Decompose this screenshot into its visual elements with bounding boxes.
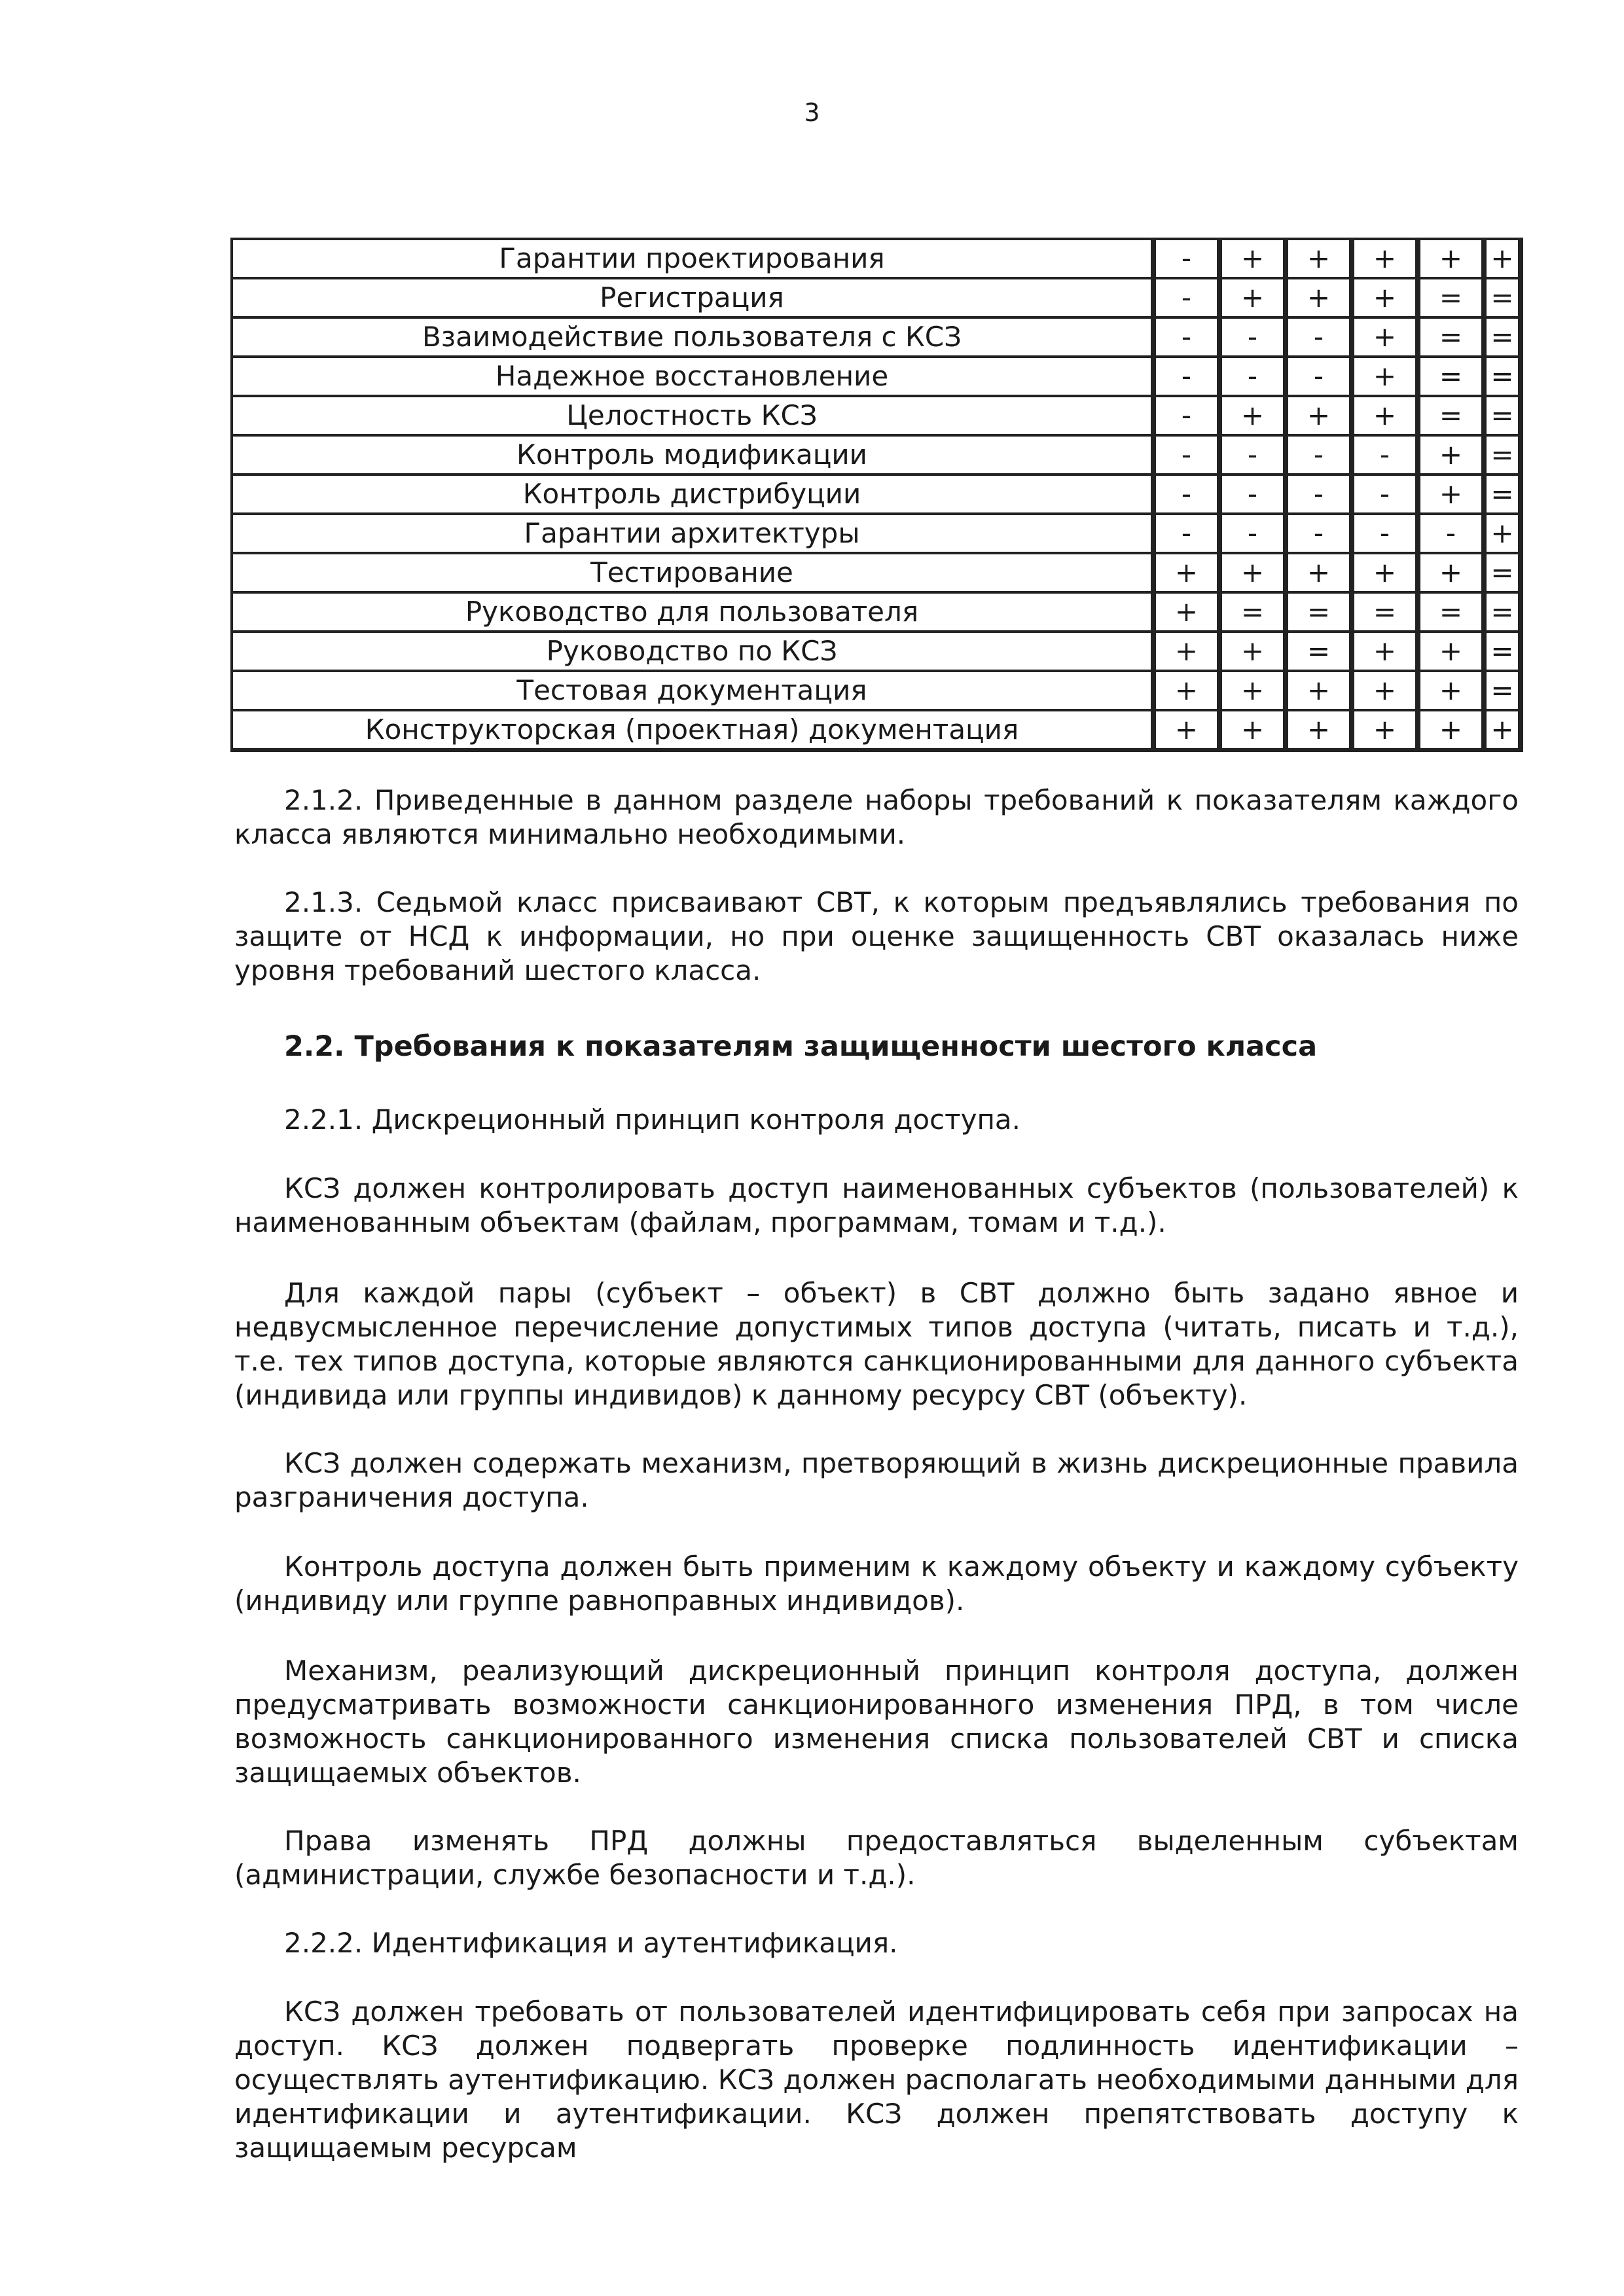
table-row [232, 396, 1521, 435]
requirement-name-cell: Регистрация [232, 278, 1153, 317]
class-value-cell: - [1286, 357, 1352, 396]
page-number: 3 [804, 98, 820, 127]
requirement-name-cell: Взаимодействие пользователя с КСЗ [232, 317, 1153, 357]
table-row [232, 278, 1521, 317]
paragraph-text: КСЗ должен контролировать доступ наименованных субъектов (пользователей) к наименованным объектам (файлам, программам, томам и т.д.). [234, 1172, 1519, 1238]
class-value-cell: + [1352, 357, 1418, 396]
class-value-cell: + [1219, 239, 1286, 278]
table-row [232, 317, 1521, 357]
paragraph-2-1-2 [234, 783, 1519, 852]
paragraph-text: 2.2.2. Идентификация и аутентификация. [284, 1927, 898, 1959]
class-value-cell: - [1219, 514, 1286, 553]
class-value-cell: = [1286, 632, 1352, 671]
requirement-name-cell: Руководство по КСЗ [232, 632, 1153, 671]
requirement-name-cell: Тестирование [232, 553, 1153, 592]
class-value-cell: = [1484, 671, 1521, 710]
requirements-table [230, 238, 1523, 752]
class-value-cell: + [1286, 239, 1352, 278]
class-value-cell: + [1153, 632, 1219, 671]
requirement-name-cell: Контроль дистрибуции [232, 475, 1153, 514]
paragraph-subject-object [234, 1276, 1519, 1412]
class-value-cell: = [1484, 592, 1521, 632]
requirements-table-body [232, 239, 1521, 750]
class-value-cell: + [1286, 671, 1352, 710]
paragraph-identification [234, 1995, 1519, 2165]
class-value-cell: + [1352, 553, 1418, 592]
requirement-name-cell: Конструкторская (проектная) документация [232, 710, 1153, 750]
class-value-cell: + [1352, 278, 1418, 317]
class-value-cell: - [1153, 278, 1219, 317]
class-value-cell: - [1219, 317, 1286, 357]
class-value-cell: + [1352, 239, 1418, 278]
class-value-cell: - [1153, 514, 1219, 553]
class-value-cell: + [1418, 671, 1484, 710]
class-value-cell: - [1153, 239, 1219, 278]
table-row [232, 475, 1521, 514]
table-row [232, 592, 1521, 632]
class-value-cell: + [1153, 671, 1219, 710]
class-value-cell: - [1219, 435, 1286, 475]
table-row [232, 671, 1521, 710]
class-value-cell: = [1352, 592, 1418, 632]
class-value-cell: + [1219, 553, 1286, 592]
class-value-cell: = [1219, 592, 1286, 632]
paragraph-2-1-3 [234, 886, 1519, 988]
class-value-cell: + [1352, 317, 1418, 357]
class-value-cell: - [1286, 317, 1352, 357]
class-value-cell: - [1286, 514, 1352, 553]
class-value-cell: - [1418, 514, 1484, 553]
class-value-cell: + [1286, 553, 1352, 592]
class-value-cell: - [1352, 514, 1418, 553]
class-value-cell: = [1286, 592, 1352, 632]
class-value-cell: = [1418, 396, 1484, 435]
table-row [232, 357, 1521, 396]
table-row [232, 553, 1521, 592]
class-value-cell: = [1418, 278, 1484, 317]
paragraph-text: Права изменять ПРД должны предоставляться выделенным субъектам (администрации, службе безопасности и т.д.). [234, 1825, 1519, 1891]
class-value-cell: - [1153, 357, 1219, 396]
class-value-cell: = [1418, 592, 1484, 632]
class-value-cell: + [1219, 671, 1286, 710]
class-value-cell: = [1484, 475, 1521, 514]
class-value-cell: - [1219, 357, 1286, 396]
paragraph-rights [234, 1824, 1519, 1892]
class-value-cell: - [1153, 475, 1219, 514]
class-value-cell: = [1484, 278, 1521, 317]
class-value-cell: = [1484, 357, 1521, 396]
class-value-cell: + [1484, 710, 1521, 750]
requirement-name-cell: Надежное восстановление [232, 357, 1153, 396]
requirement-name-cell: Гарантии проектирования [232, 239, 1153, 278]
class-value-cell: - [1286, 435, 1352, 475]
paragraph-text: 2.2.1. Дискреционный принцип контроля доступа. [284, 1103, 1021, 1136]
class-value-cell: + [1219, 710, 1286, 750]
class-value-cell: + [1153, 592, 1219, 632]
class-value-cell: + [1484, 514, 1521, 553]
class-value-cell: - [1153, 396, 1219, 435]
paragraph-2-2-1 [234, 1103, 1519, 1137]
class-value-cell: + [1286, 278, 1352, 317]
class-value-cell: + [1219, 632, 1286, 671]
class-value-cell: + [1352, 632, 1418, 671]
class-value-cell: - [1219, 475, 1286, 514]
class-value-cell: = [1484, 435, 1521, 475]
class-value-cell: + [1153, 553, 1219, 592]
table-row [232, 239, 1521, 278]
paragraph-text: Для каждой пары (субъект – объект) в СВТ должно быть задано явное и недвусмысленное перечисление допустимых типов доступа (читать, писать и т.д.), т.е. тех типов доступа, которые являются санкционированными для данного субъекта (индивида или группы индивидов) к данному ресурсу СВТ (объекту). [234, 1277, 1519, 1411]
section-heading-2-2: 2.2. Требования к показателям защищенности шестого класса [284, 1030, 1318, 1063]
paragraph-text: КСЗ должен требовать от пользователей идентифицировать себя при запросах на доступ. КСЗ должен подвергать проверке подлинность идентификации – осуществлять аутентификацию. КСЗ должен располагать необходимыми данными для идентификации и аутентификации. КСЗ должен препятствовать доступу к защищаемым ресурсам [234, 1996, 1519, 2164]
class-value-cell: + [1219, 278, 1286, 317]
table-row [232, 710, 1521, 750]
class-value-cell: = [1418, 317, 1484, 357]
class-value-cell: + [1153, 710, 1219, 750]
requirement-name-cell: Целостность КСЗ [232, 396, 1153, 435]
class-value-cell: + [1352, 396, 1418, 435]
class-value-cell: + [1418, 435, 1484, 475]
table-row [232, 435, 1521, 475]
class-value-cell: + [1352, 710, 1418, 750]
paragraph-2-2-2 [234, 1926, 1519, 1960]
class-value-cell: + [1418, 710, 1484, 750]
paragraph-text: Контроль доступа должен быть применим к каждому объекту и каждому субъекту (индивиду или группе равноправных индивидов). [234, 1551, 1519, 1617]
class-value-cell: - [1286, 475, 1352, 514]
class-value-cell: - [1352, 435, 1418, 475]
paragraph-text: 2.1.2. Приведенные в данном разделе наборы требований к показателям каждого класса являются минимально необходимыми. [234, 784, 1519, 850]
paragraph-mechanism [234, 1654, 1519, 1790]
class-value-cell: = [1484, 553, 1521, 592]
paragraph-ksz-mechanism [234, 1446, 1519, 1515]
class-value-cell: + [1286, 396, 1352, 435]
requirement-name-cell: Тестовая документация [232, 671, 1153, 710]
class-value-cell: + [1484, 239, 1521, 278]
requirement-name-cell: Гарантии архитектуры [232, 514, 1153, 553]
class-value-cell: + [1418, 239, 1484, 278]
class-value-cell: = [1484, 632, 1521, 671]
paragraph-text: Механизм, реализующий дискреционный принцип контроля доступа, должен предусматривать возможности санкционированного изменения ПРД, в том числе возможность санкционированного изменения списка пользователей СВТ и списка защищаемых объектов. [234, 1655, 1519, 1789]
class-value-cell: - [1352, 475, 1418, 514]
paragraph-text: 2.1.3. Седьмой класс присваивают СВТ, к которым предъявлялись требования по защите от НСД к информации, но при оценке защищенность СВТ оказалась ниже уровня требований шестого класса. [234, 886, 1519, 986]
class-value-cell: = [1484, 396, 1521, 435]
paragraph-ksz-access [234, 1172, 1519, 1240]
class-value-cell: - [1153, 435, 1219, 475]
class-value-cell: + [1219, 396, 1286, 435]
paragraph-text: КСЗ должен содержать механизм, претворяющий в жизнь дискреционные правила разграничения доступа. [234, 1447, 1519, 1513]
class-value-cell: + [1418, 632, 1484, 671]
class-value-cell: + [1352, 671, 1418, 710]
class-value-cell: + [1418, 553, 1484, 592]
class-value-cell: + [1286, 710, 1352, 750]
requirement-name-cell: Руководство для пользователя [232, 592, 1153, 632]
class-value-cell: - [1153, 317, 1219, 357]
table-row [232, 632, 1521, 671]
class-value-cell: + [1418, 475, 1484, 514]
requirement-name-cell: Контроль модификации [232, 435, 1153, 475]
class-value-cell: = [1418, 357, 1484, 396]
paragraph-access-control [234, 1550, 1519, 1618]
table-row [232, 514, 1521, 553]
class-value-cell: = [1484, 317, 1521, 357]
